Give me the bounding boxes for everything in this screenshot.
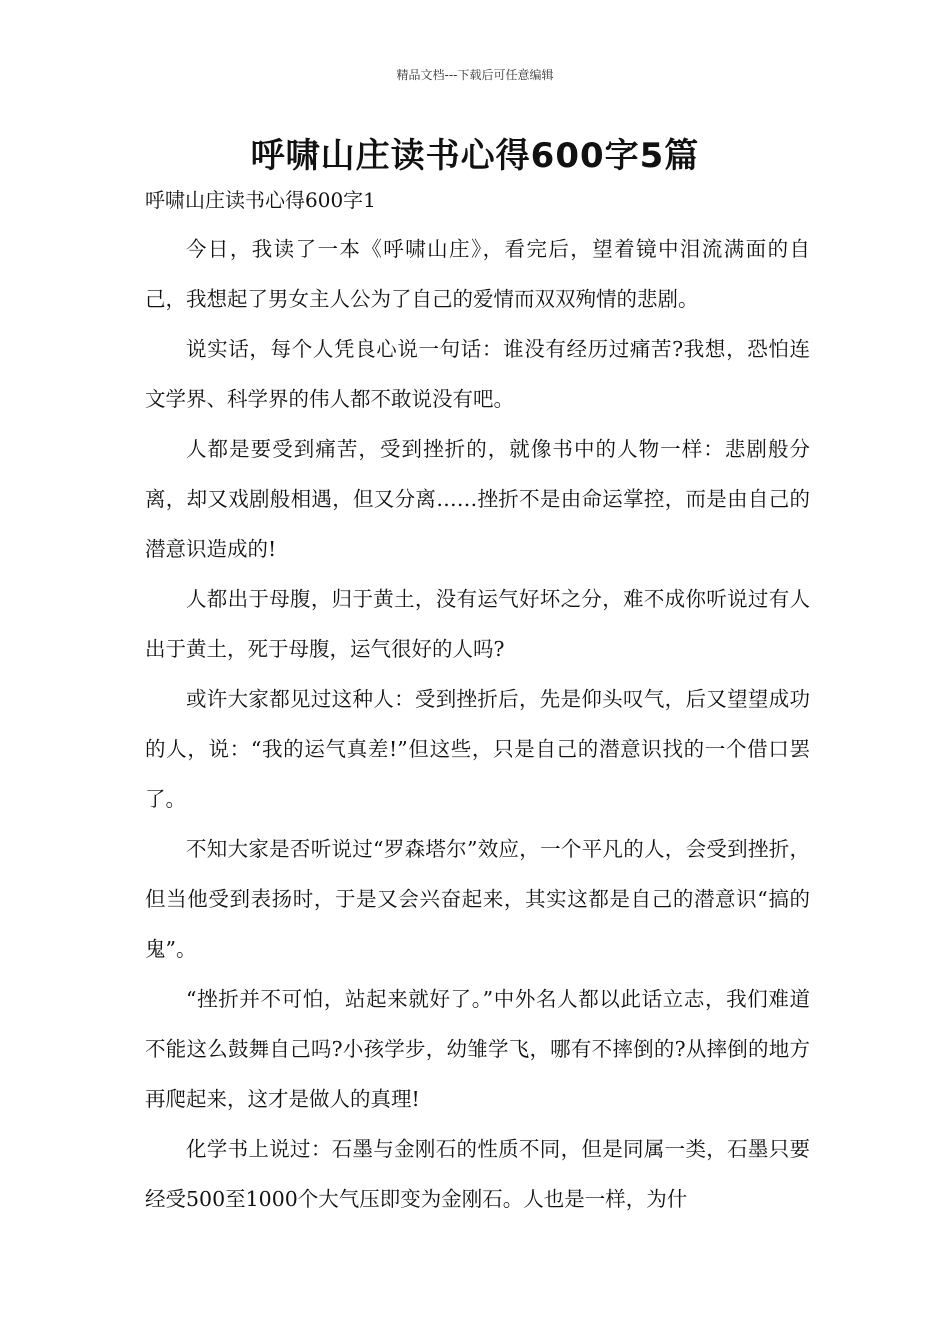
section-subtitle: 呼啸山庄读书心得600字1 (145, 188, 376, 212)
paragraph-6: 不知大家是否听说过“罗森塔尔”效应，一个平凡的人，会受到挫折，但当他受到表扬时，于是又会兴奋起来，其实这都是自己的潜意识“搞的鬼”。 (145, 837, 810, 961)
paragraph-3: 人都是要受到痛苦，受到挫折的，就像书中的人物一样：悲剧般分离，却又戏剧般相遇，但又分离……挫折不是由命运掌控，而是由自己的潜意识造成的! (145, 437, 810, 561)
paragraph-8: 化学书上说过：石墨与金刚石的性质不同，但是同属一类，石墨只要经受500至1000个大气压即变为金刚石。人也是一样，为什 (145, 1137, 810, 1211)
document-title: 呼啸山庄读书心得600字5篇 (250, 136, 700, 176)
paragraph-5: 或许大家都见过这种人：受到挫折后，先是仰头叹气，后又望望成功的人，说：“我的运气真差!”但这些，只是自己的潜意识找的一个借口罢了。 (145, 687, 810, 811)
paragraph-4: 人都出于母腹，归于黄土，没有运气好坏之分，难不成你听说过有人出于黄土，死于母腹，运气很好的人吗? (145, 587, 810, 661)
paragraph-1: 今日，我读了一本《呼啸山庄》，看完后，望着镜中泪流满面的自己，我想起了男女主人公为了自己的爱情而双双殉情的悲剧。 (145, 237, 810, 311)
page-header: 精品文档---下载后可任意编辑 (396, 68, 554, 82)
paragraph-2: 说实话，每个人凭良心说一句话：谁没有经历过痛苦?我想，恐怕连文学界、科学界的伟人都不敢说没有吧。 (145, 337, 810, 411)
paragraph-7: “挫折并不可怕，站起来就好了。”中外名人都以此话立志，我们难道不能这么鼓舞自己吗?小孩学步，幼雏学飞，哪有不摔倒的?从摔倒的地方再爬起来，这才是做人的真理! (145, 987, 810, 1111)
document-body (145, 224, 810, 1224)
